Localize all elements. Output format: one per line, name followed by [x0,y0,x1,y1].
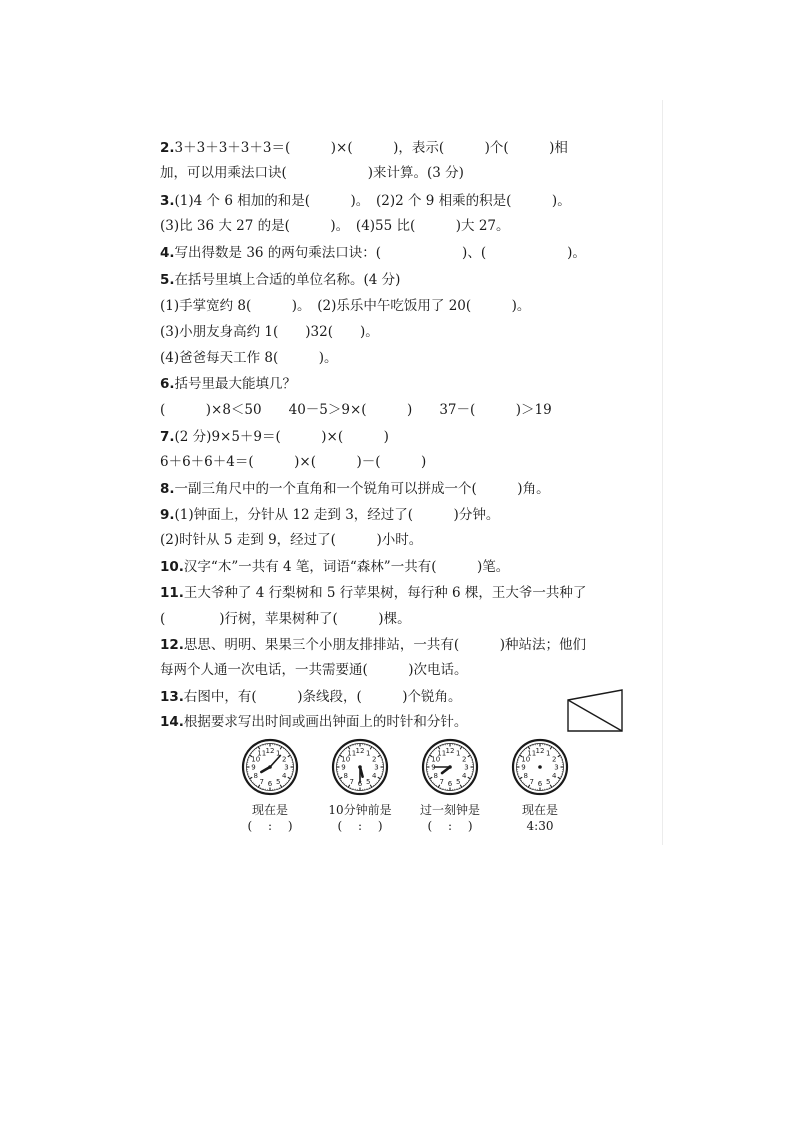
clock-numeral: 1 [546,749,551,758]
clock-numeral: 12 [445,747,455,756]
question-line: (2)时针从 5 走到 9，经过了( )小时。 [160,532,423,548]
clock-face-icon [331,738,389,796]
clock-numeral: 5 [546,777,551,786]
clock-item [230,738,310,834]
clock-numeral: 7 [529,777,534,786]
clock-numeral: 4 [552,771,557,780]
page-edge-line [662,100,663,845]
clock-numeral: 7 [349,777,354,786]
clock-numeral: 1 [456,749,461,758]
clock-caption: 过一刻钟是 [419,803,480,817]
clock-numeral: 11 [527,749,537,758]
question-line: 7.(2 分)9×5＋9＝( )×( ) [160,429,389,445]
clock-numeral: 6 [357,780,363,789]
question-line: 9.(1)钟面上，分针从 12 走到 3，经过了( )分钟。 [160,507,500,523]
clock-answer: ( : ) [337,819,383,833]
clock-numeral: 5 [456,777,461,786]
question-line: 12.思思、明明、果果三个小朋友排排站，一共有( )种站法；他们 [160,637,586,653]
clock-numeral: 6 [267,780,273,789]
clock-item [320,738,400,834]
clock-numeral: 10 [521,755,531,764]
question-line: 14.根据要求写出时间或画出钟面上的时针和分针。 [160,714,468,730]
clock-answer: 4:30 [526,819,554,833]
question-line: (3)小朋友身高约 1( )32( )。 [160,324,379,340]
clock-numeral: 8 [433,771,438,780]
question-line: (1)手掌宽约 8( )。 (2)乐乐中午吃饭用了 20( )。 [160,298,531,314]
question-line: (3)比 36 大 27 的是( )。 (4)55 比( )大 27。 [160,218,510,234]
clock-face-icon [511,738,569,796]
clock-numeral: 2 [372,755,377,764]
clock-center [358,765,362,769]
clock-face-icon [241,738,299,796]
clock-numeral: 9 [521,763,526,772]
question-line: 8.一副三角尺中的一个直角和一个锐角可以拼成一个( )角。 [160,481,550,497]
clock-caption: 10分钟前是 [328,803,392,817]
question-line: 每两个人通一次电话，一共需要通( )次电话。 [160,662,468,678]
clock-numeral: 1 [276,749,281,758]
question-line: 6＋6＋6＋4＝( )×( )－( ) [160,454,427,470]
clock-numeral: 12 [265,747,275,756]
question-line: (4)爸爸每天工作 8( )。 [160,350,338,366]
clock-numeral: 8 [343,771,348,780]
clock-center [538,765,542,769]
clock-numeral: 4 [462,771,467,780]
question-line: 3.(1)4 个 6 相加的和是( )。 (2)2 个 9 相乘的积是( )。 [160,193,571,209]
question-line: 13.右图中，有( )条线段，( )个锐角。 [160,689,462,705]
clock-numeral: 9 [251,763,256,772]
clock-center [268,765,272,769]
clock-numeral: 7 [439,777,444,786]
clock-numeral: 2 [462,755,467,764]
clock-numeral: 9 [431,763,436,772]
clock-numeral: 1 [366,749,371,758]
clock-numeral: 4 [282,771,287,780]
clock-numeral: 11 [257,749,267,758]
clock-numeral: 10 [341,755,351,764]
clock-numeral: 8 [523,771,528,780]
clock-numeral: 2 [282,755,287,764]
question-line: 11.王大爷种了 4 行梨树和 5 行苹果树，每行种 6 棵，王大爷一共种了 [160,585,587,601]
question-line: 6.括号里最大能填几？ [160,376,297,392]
clock-numeral: 6 [447,780,453,789]
question-line: ( )×8＜50 40－5＞9×( ) 37－( )＞19 [160,402,552,418]
rectangle-diagonal-figure [567,688,625,734]
clock-numeral: 12 [355,747,365,756]
clock-numeral: 2 [552,755,557,764]
question-line: 10.汉字“木”一共有 4 笔，词语“森林”一共有( )笔。 [160,559,510,575]
clock-numeral: 8 [253,771,258,780]
clock-numeral: 6 [537,780,543,789]
clock-face-icon [421,738,479,796]
clock-answer: ( : ) [247,819,293,833]
question-line: 5.在括号里填上合适的单位名称。(4 分) [160,272,401,288]
question-line: ( )行树，苹果树种了( )棵。 [160,611,411,627]
clock-numeral: 3 [374,763,379,772]
clock-item [500,738,580,834]
clock-numeral: 3 [464,763,469,772]
question-line: 加，可以用乘法口诀( )来计算。(3 分) [160,165,464,181]
clock-numeral: 11 [347,749,357,758]
clock-item [410,738,490,834]
clock-numeral: 10 [431,755,441,764]
clock-numeral: 11 [437,749,447,758]
clock-numeral: 9 [341,763,346,772]
clock-numeral: 3 [284,763,289,772]
clock-numeral: 4 [372,771,377,780]
clock-row [238,738,568,838]
clock-numeral: 5 [366,777,371,786]
clock-numeral: 5 [276,777,281,786]
clock-numeral: 3 [554,763,559,772]
clock-numeral: 7 [259,777,264,786]
clock-numeral: 12 [535,747,545,756]
clock-center [448,765,452,769]
clock-caption: 现在是 [251,803,288,817]
clock-numeral: 10 [251,755,261,764]
clock-answer: ( : ) [427,819,473,833]
question-line: 4.写出得数是 36 的两句乘法口诀：( )、( )。 [160,245,586,261]
question-line: 2.3＋3＋3＋3＋3＝( )×( )，表示( )个( )相 [160,140,568,156]
clock-caption: 现在是 [521,803,558,817]
